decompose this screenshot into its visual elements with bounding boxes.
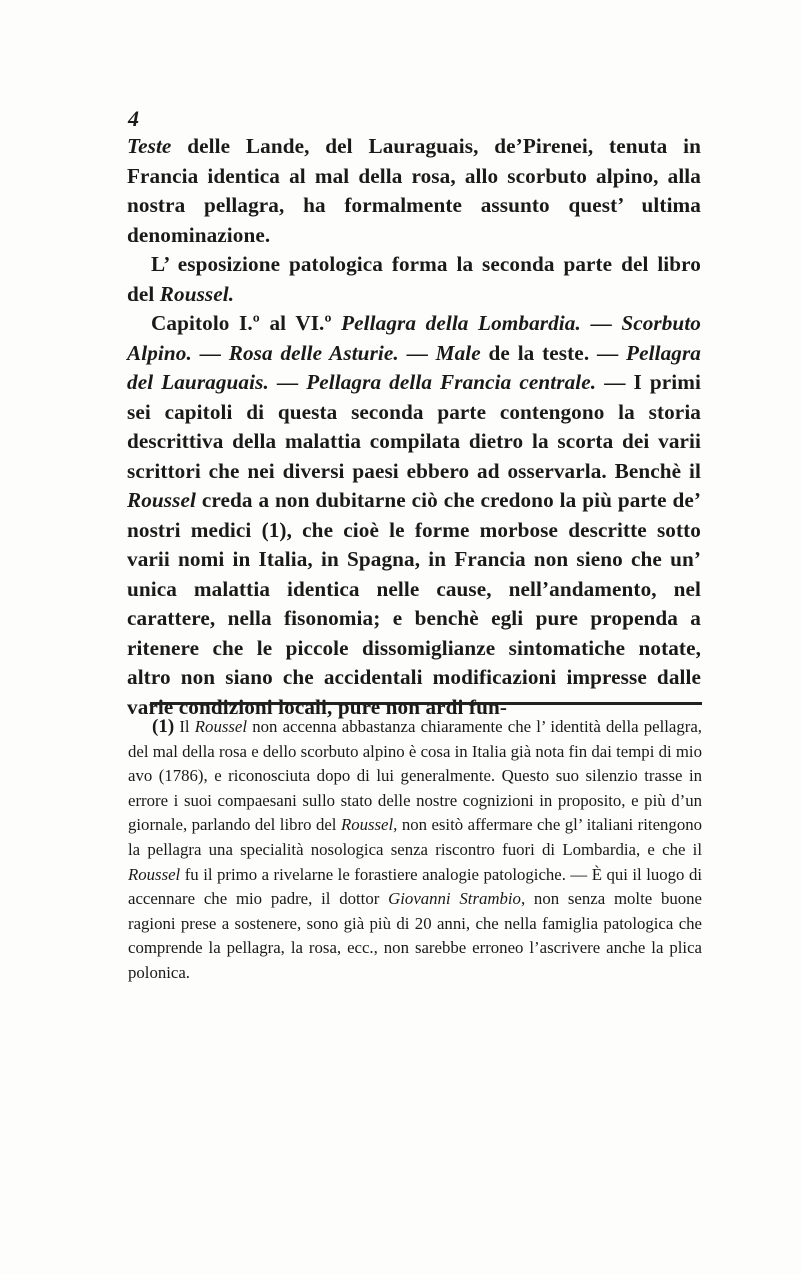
footnote (128, 715, 702, 986)
person-name: Giovanni Strambio (388, 889, 521, 909)
text-run: Capitolo I.º al VI.º (151, 311, 342, 335)
chapter-title: Rosa delle Asturie. (228, 340, 399, 365)
text-run: non accenna abbastanza chiaramente che l’ identità della pellagra, del mal della rosa e dello scorbuto alpino è cosa in Italia già nota fin dai tempi di mio avo (1786), e riconosciuta dopo di lui generalmente. Questo suo silenzio trasse in errore i suoi compaesani sullo stato delle nostre cognizioni in proposito, e più d’un giornale, parlando del libro del (128, 717, 702, 835)
text-run: creda a non dubitarne ciò che credono la più parte de’ nostri medici (1), che cioè le forme morbose descritte sotto varii nomi in Italia, in Spagna, in Francia non sieno che un’ unica malattia identica nelle cause, nell’andamento, nel carattere, nella fisonomia; e benchè egli pure propenda a ritenere che le piccole dissomiglianze sintomatiche notate, altro non siano che accidentali modificazioni impresse dalle varie condizioni locali, pure non ardi fun- (127, 488, 701, 719)
author-name: Roussel (128, 864, 181, 884)
paragraph-2 (127, 250, 701, 309)
author-name: Roussel (127, 488, 196, 512)
paragraph-1 (127, 132, 701, 250)
chapter-title: Male (435, 340, 481, 365)
text-run: delle Lande, del Lauraguais, de’Pirenei, tenuta in Francia identica al mal della rosa, allo scorbuto alpino, alla nostra pellagra, ha formalmente assunto quest’ ultima denominazione. (127, 134, 701, 247)
text-run: fu il primo a rivelarne le forastiere analogie patologiche. — È qui il luogo di accennare che mio padre, il dottor (128, 864, 702, 909)
footnote-marker: (1) (152, 716, 175, 737)
text-run: , non senza molte buone ragioni prese a sostenere, sono già più di 20 anni, che nella famiglia patologica che comprende la pellagra, la rosa, ecc., non sarebbe erroneo l’ascrivere anche la plica polonica. (128, 889, 703, 982)
text-run: — (580, 311, 622, 335)
footnote-divider (150, 702, 702, 705)
chapter-title: Scorbuto Alpino. (127, 311, 701, 365)
italic-term: Teste (127, 134, 172, 158)
footnote-paragraph (128, 715, 702, 986)
text-run: — I primi sei capitoli di questa seconda parte contengono la storia descrittiva della malattia compilata dietro la scorta dei varii scrittori che nei diversi paesi ebbero ad osservarla. Benchè il (127, 370, 701, 483)
chapter-title: Pellagra della Francia centrale. (306, 370, 597, 394)
author-name: Roussel, (340, 815, 398, 835)
chapter-title: Pellagra della Lombardia. (341, 311, 581, 335)
text-run: de la teste. — (480, 340, 627, 365)
paragraph-3 (127, 309, 701, 722)
chapter-title: Pellagra del Lauraguais. (127, 340, 701, 394)
text-run: non esitò affermare che gl’ italiani ritengono la pellagra una specialità nosologica senza riscontro fuori di Lombardia, e che il (128, 815, 702, 859)
main-text (127, 132, 701, 722)
author-name: Roussel. (159, 281, 235, 306)
text-run: — (191, 340, 229, 365)
text-run: — (268, 370, 307, 394)
text-run: L’ esposizione patologica forma la seconda parte del libro del (127, 252, 701, 306)
text-run: — (398, 340, 436, 365)
author-name: Roussel (194, 717, 248, 736)
page-number: 4 (128, 106, 139, 131)
text-run: Il (174, 717, 195, 736)
